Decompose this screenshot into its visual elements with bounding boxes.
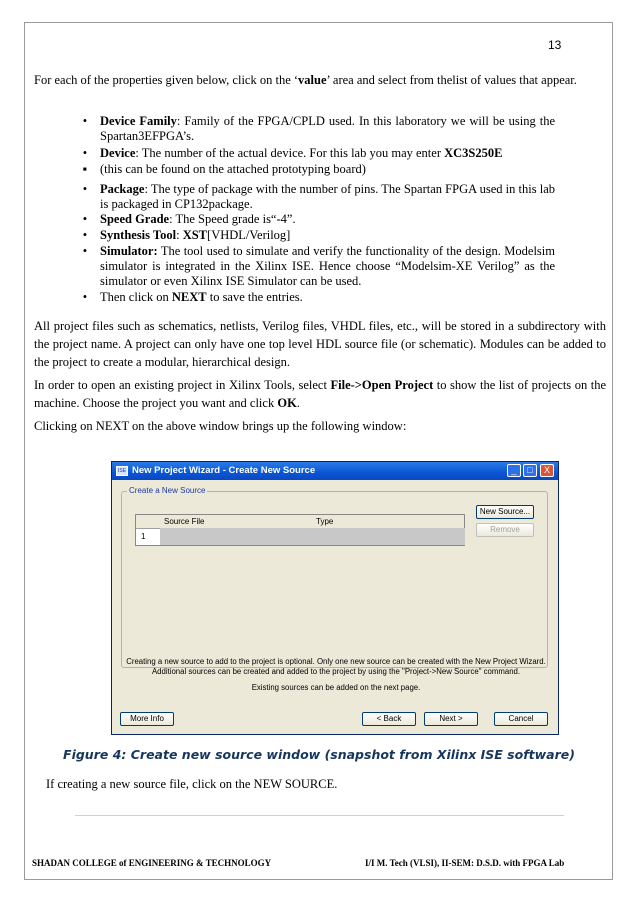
back-button[interactable]: < Back [362,712,416,726]
project-files-paragraph: All project files such as schematics, netlists, Verilog files, VHDL files, etc., will be stored in a subdirectory with the project name. A project can only have one top level HDL source file (or schematic). Modules can be added to the project to create a modular, hierarchical design. [34,319,606,369]
figure-caption: Figure 4: Create new source window (snapshot from Xilinx ISE software) [63,747,575,762]
more-info-button[interactable]: More Info [120,712,174,726]
bullet-click-next: • Then click on NEXT to save the entries. [82,290,303,304]
intro-paragraph: For each of the properties given below, click on the ‘value’ area and select from thelist of values that appear. [34,73,577,87]
page-number: 13 [548,38,562,52]
bullet-synthesis-tool: • Synthesis Tool: XST[VHDL/Verilog] [82,228,291,242]
create-new-source-dialog-snapshot [111,461,559,735]
value-term: value [298,73,327,87]
new-source-paragraph: If creating a new source file, click on the NEW SOURCE. [46,777,338,791]
grid-row[interactable] [160,528,465,545]
column-type[interactable]: Type [316,517,334,526]
dialog-message-3: Existing sources can be added on the next page. [251,683,421,692]
bullet-device-note: ▪ (this can be found on the attached prototyping board) [82,162,366,176]
dialog-message-2: Additional sources can be created and added to the project by using the "Project->New Source" command. [151,667,521,676]
next-button[interactable]: Next > [424,712,478,726]
footer-divider [75,815,564,816]
group-label: Create a New Source [129,486,206,495]
dialog-message-1: Creating a new source to add to the project is optional. Only one new source can be created with the New Project Wizard. [126,657,546,666]
cancel-button[interactable]: Cancel [494,712,548,726]
dialog-titlebar [112,462,558,480]
minimize-button[interactable]: _ [507,464,521,477]
maximize-button[interactable]: □ [523,464,537,477]
footer-college: SHADAN COLLEGE of ENGINEERING & TECHNOLOGY [32,858,272,868]
new-source-button[interactable]: New Source... [476,505,534,519]
footer-course: I/I M. Tech (VLSI), II-SEM: D.S.D. with FPGA Lab [365,858,565,868]
open-project-paragraph: In order to open an existing project in Xilinx Tools, select File->Open Project to show the list of projects on the machine. Choose the project you want and click OK. [34,378,607,410]
remove-button[interactable]: Remove [476,523,534,537]
source-grid[interactable] [135,514,465,546]
bullet-package: • Package: The type of package with the number of pins. The Spartan FPGA used in this lab is packaged in CP132package. [82,182,555,211]
column-source-file[interactable]: Source File [164,517,205,526]
bullet-simulator: • Simulator: The tool used to simulate and verify the functionality of the design. Modelsim simulator is integrated in the Xilinx ISE. Hence choose “Modelsim-XE Verilog” as the simulator or even Xilinx ISE Simulator can be used. [82,244,555,288]
dialog-title: New Project Wizard - Create New Source [132,465,316,476]
bullet-device-family: • Device Family: Family of the FPGA/CPLD used. In this laboratory we will be using the Spartan3EFPGA’s. [82,114,556,143]
bullet-device: • Device: The number of the actual device. For this lab you may enter XC3S250E [82,146,503,160]
bullet-speed-grade: • Speed Grade: The Speed grade is“-4”. [82,212,296,226]
close-button[interactable]: X [540,464,554,477]
ise-app-icon: ISE [117,468,127,474]
row-number: 1 [141,532,146,541]
next-window-paragraph: Clicking on NEXT on the above window brings up the following window: [34,419,407,433]
